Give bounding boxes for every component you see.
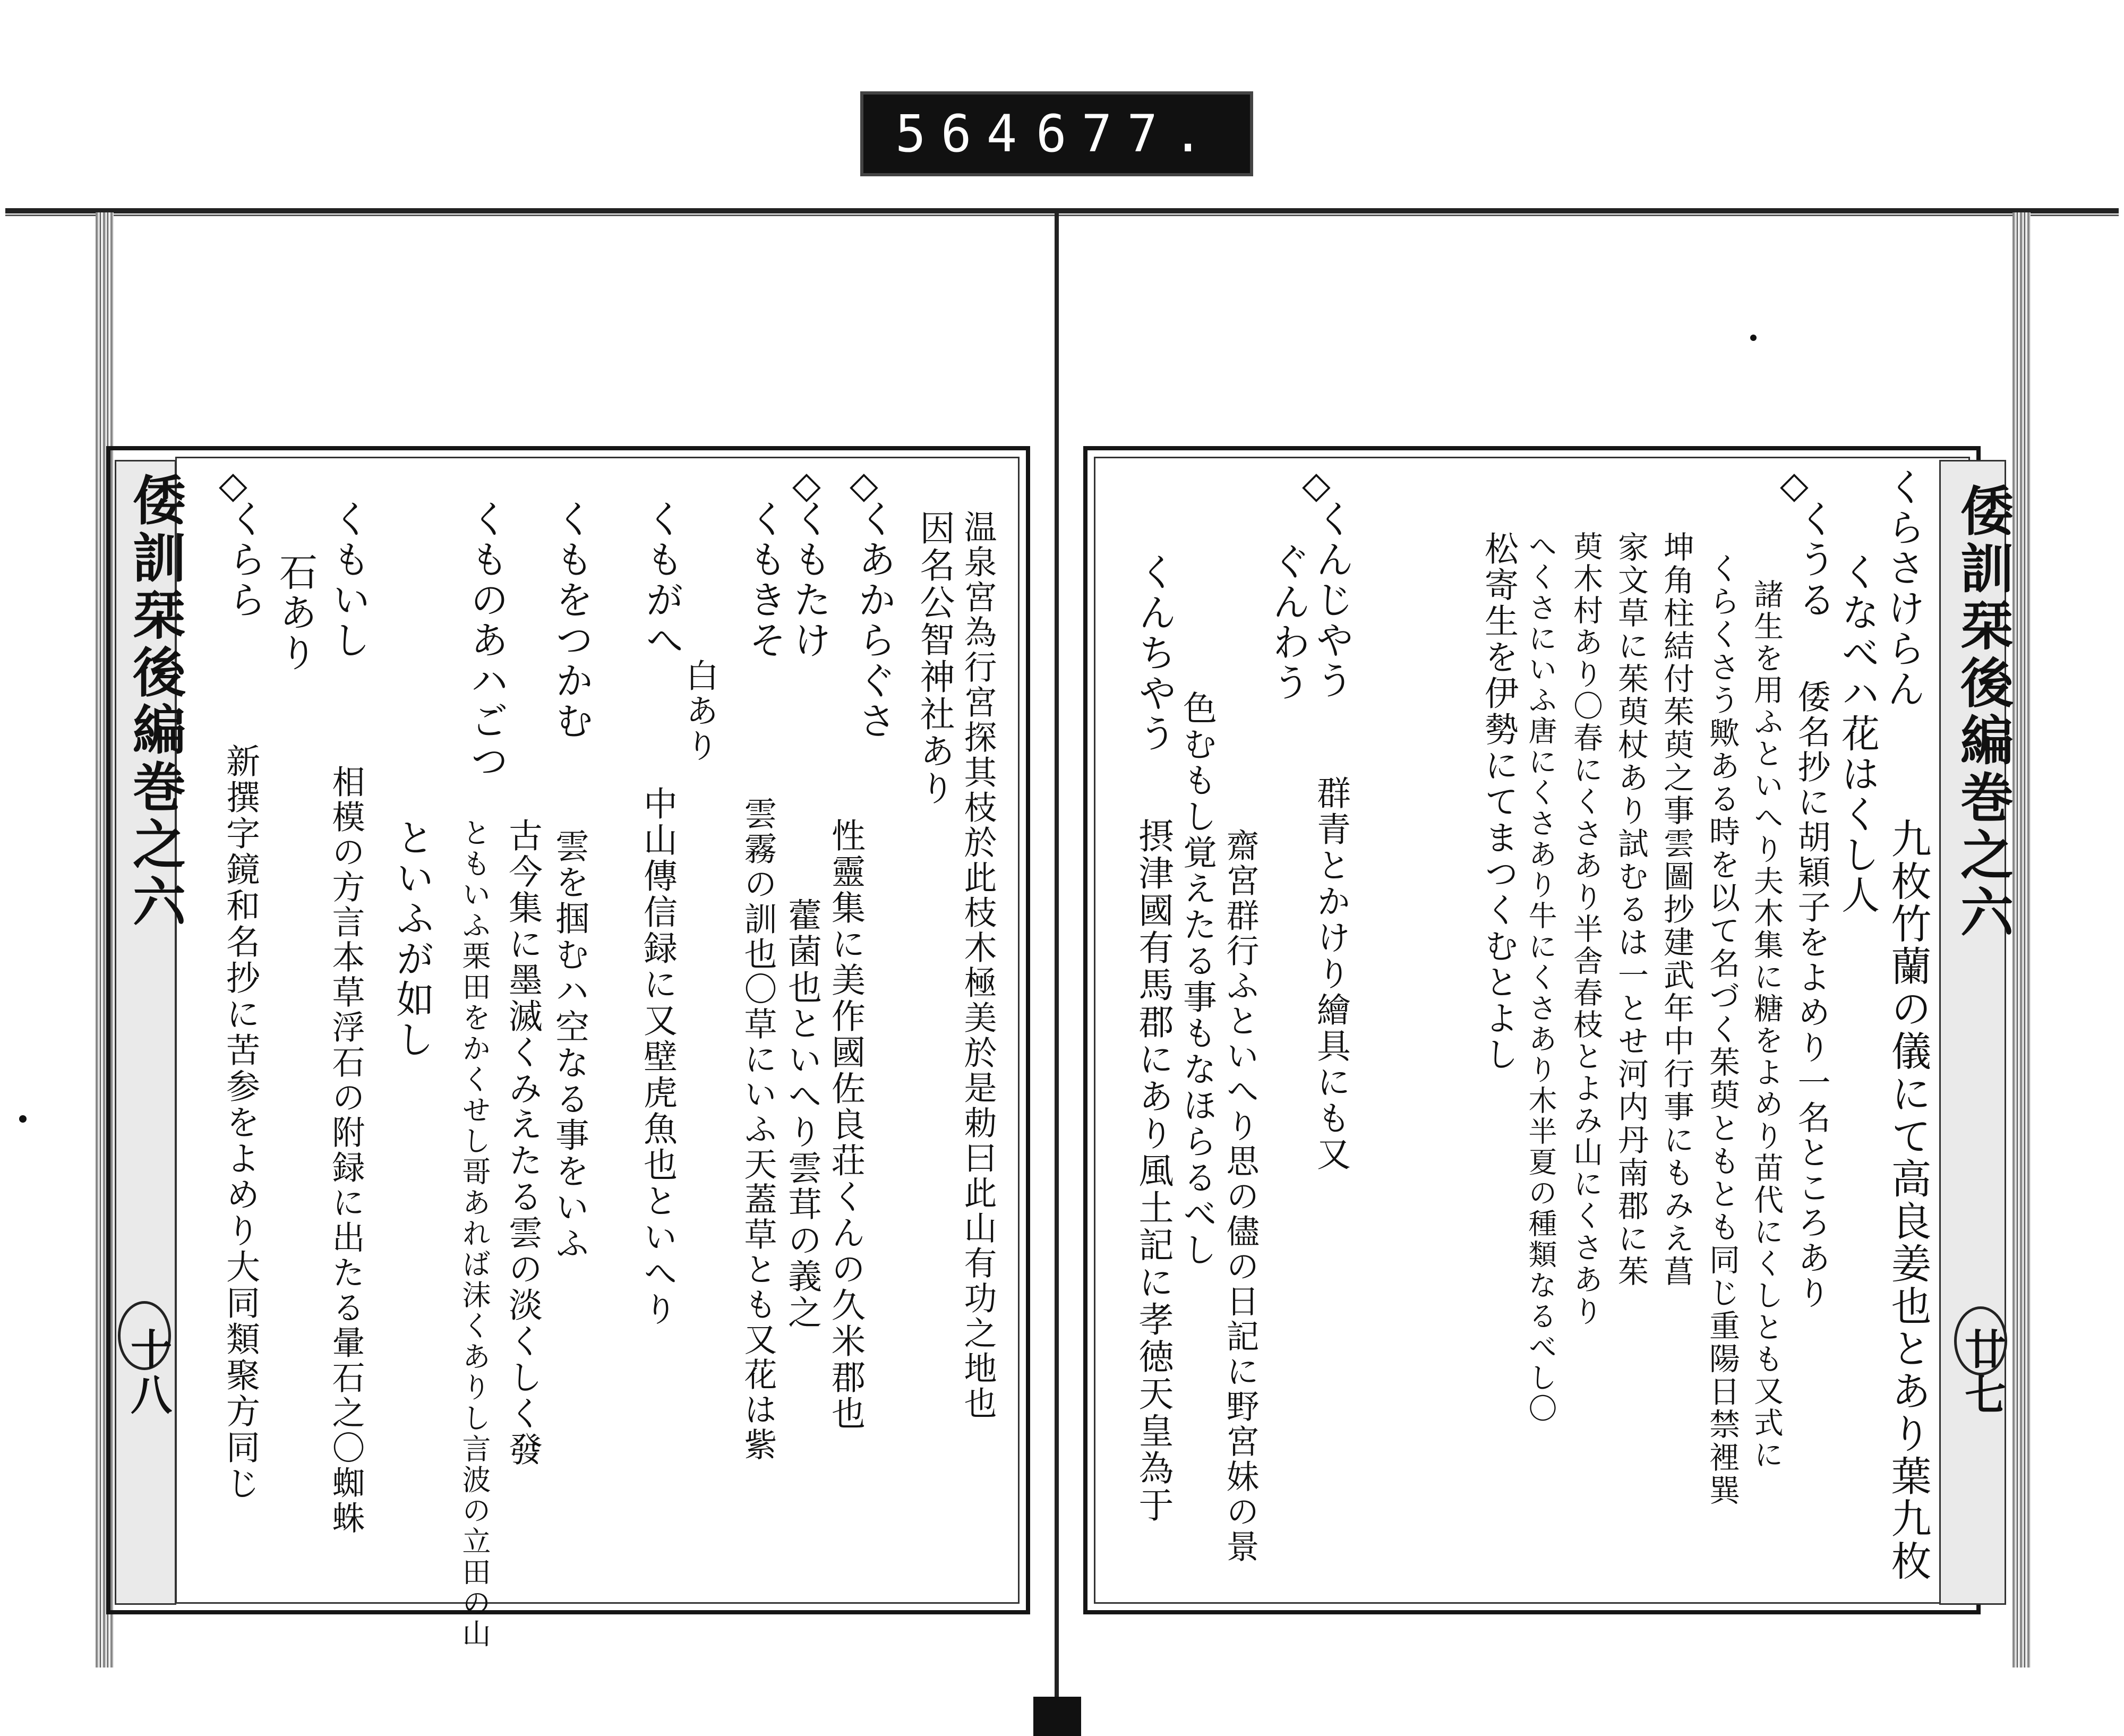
text-column: 石あり: [273, 552, 318, 673]
film-frame-number-left: 564: [895, 104, 1032, 164]
text-column: ともいふ栗田をかくせし哥あれば沫くありし言波の立田の山: [458, 818, 491, 1649]
text-column: 性靈集に美作國佐良荘くんの久米郡也: [826, 818, 865, 1432]
spine-marker-block: [1033, 1697, 1081, 1736]
top-rule-thin: [5, 215, 2119, 216]
text-column: 松寄生を伊勢にてまつくむとよし: [1479, 531, 1518, 1073]
right-margin-title: 倭訓栞後編巻之六: [1951, 483, 2014, 942]
text-column: 雲を掴むハ空なる事をいふ: [550, 828, 589, 1262]
text-column: 藿菌也といへり雲茸の義之: [782, 897, 821, 1331]
text-column: 白あり: [680, 659, 719, 764]
heading-marker-icon: ◇: [792, 463, 821, 507]
text-column: 諸生を用ふといへり夫木集に糖をよめり苗代にくしとも又式に: [1749, 579, 1784, 1471]
left-margin-title: 倭訓栞後編巻之六: [124, 473, 186, 931]
text-column: ぐんわう: [1266, 542, 1311, 703]
text-column: くうる: [1792, 499, 1836, 620]
text-column: 摂津國有馬郡にあり風土記に孝徳天皇為于: [1133, 818, 1174, 1524]
text-column: 九枚竹蘭の儀にて高良姜也とあり葉九枚: [1885, 818, 1932, 1583]
scan-speck: [19, 1115, 27, 1123]
text-column: くものあハごつ: [464, 499, 509, 782]
text-column: くんじやう: [1309, 499, 1354, 701]
text-column: くもをつかむ: [549, 499, 594, 741]
top-rule: [5, 208, 2119, 213]
right-page-number: 廿七: [1958, 1328, 2006, 1419]
text-column: 萸木村あり〇春にくさあり半舎春枝とよみ山にくさあり: [1569, 531, 1603, 1328]
book-spine-line: [1055, 212, 1059, 1699]
text-column: 相模の方言本草浮石の附録に出たる暈石之〇蜘蛛: [327, 765, 365, 1536]
heading-marker-icon: ◇: [1780, 463, 1809, 507]
text-column: 色むもし覚えたる事もなほらるべし: [1177, 690, 1217, 1268]
heading-marker-icon: ◇: [1302, 463, 1331, 507]
text-column: といふが如し: [390, 818, 434, 1060]
film-frame-number-right: 677.: [1035, 104, 1218, 164]
text-column: 雲霧の訓也〇草にいふ天蓋草とも又花は紫: [739, 797, 777, 1463]
heading-marker-icon: ◇: [850, 463, 878, 507]
text-column: 倭名抄に胡穎子をよめり一名ところあり: [1792, 680, 1831, 1311]
text-column: くもたけ: [787, 499, 832, 661]
left-page-number: 十八: [124, 1328, 172, 1419]
text-column: くらら: [222, 499, 267, 620]
text-column: くあからぐさ: [852, 499, 896, 741]
text-column: くもがへ: [639, 499, 684, 661]
text-column: くもきそ: [742, 499, 787, 661]
text-column: 古今集に墨滅くみえたる雲の淡くしく發: [503, 818, 542, 1468]
text-column: へくさにいふ唐にくさあり牛にくさあり木半夏の種類なるべし〇: [1524, 531, 1557, 1424]
text-column: くらくさう歟ある時を以て名づく茱萸ともとも同じ重陽日禁裡巽: [1704, 552, 1740, 1507]
text-column: 新撰字鏡和名抄に苦参をよめり大同類聚方同じ: [220, 743, 260, 1502]
text-column: くんちやう: [1132, 552, 1177, 754]
film-frame-label: [860, 91, 1253, 176]
text-column: くもいし: [326, 499, 371, 661]
heading-marker-icon: ◇: [219, 463, 247, 507]
text-column: 坤角柱結付茱萸之事雲圖抄建武年中行事にもみえ菖: [1658, 531, 1694, 1288]
text-column: 因名公智神社あり: [914, 510, 955, 807]
text-column: くらさけらん: [1881, 467, 1925, 709]
text-column: 温泉宮為行宮探其枝於此枝木極美於是勅曰此山有功之地也: [958, 510, 997, 1421]
text-column: 家文草に茱萸杖あり試むるは一とせ河内丹南郡に茱: [1613, 531, 1649, 1288]
text-column: 齋宮群行ふといへり思の儘の日記に野宮妹の景: [1221, 828, 1260, 1564]
text-column: 中山傳信録に又壁虎魚也といへり: [638, 786, 677, 1328]
text-column: くなべハ花はくし人: [1835, 552, 1880, 916]
scan-speck: [1750, 335, 1757, 341]
text-column: 群青とかけり繪具にも又: [1311, 775, 1350, 1173]
